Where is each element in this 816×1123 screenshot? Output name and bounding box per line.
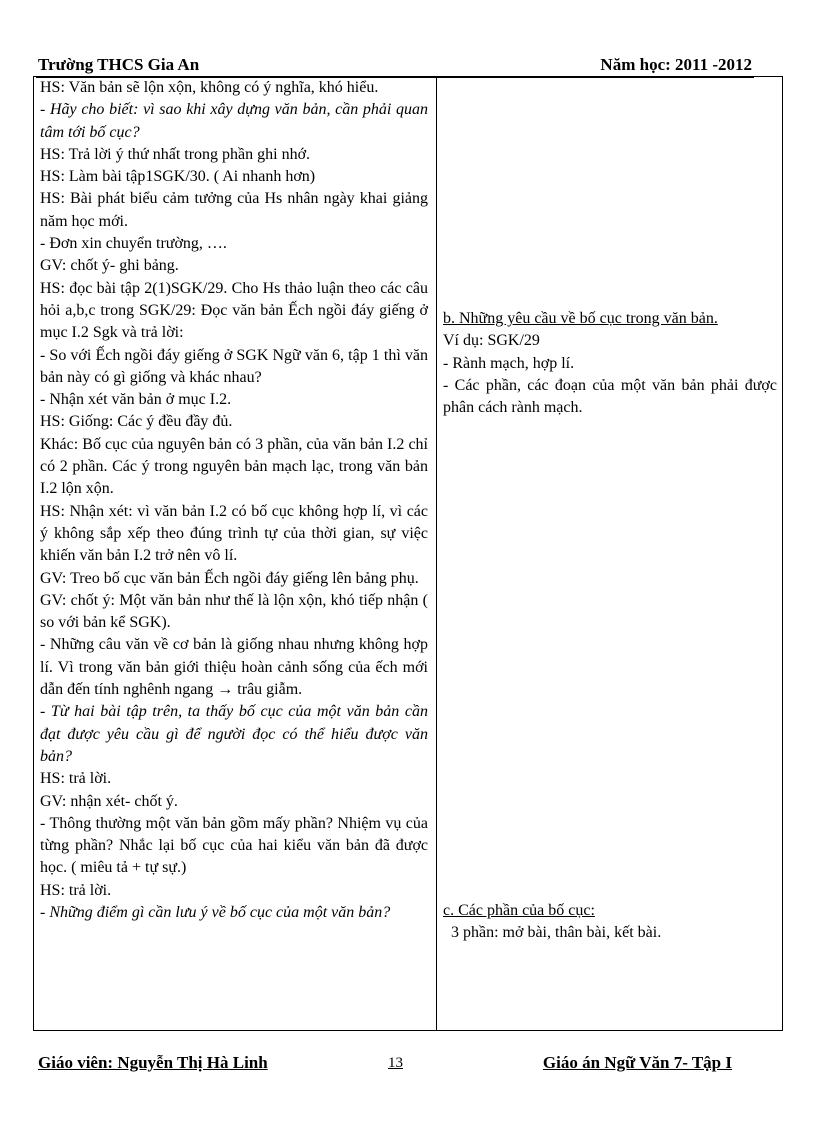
activity-line: - Thông thường một văn bản gồm mấy phần? Nhiệm vụ của từng phần? Nhắc lại bố cục của hai kiểu văn bản đã được học. ( miêu tả + tự sự.)	[40, 814, 428, 877]
section-b-title: b. Những yêu cầu về bố cục trong văn bản.	[443, 310, 718, 327]
lesson-table	[33, 76, 783, 1031]
section-b-line: Ví dụ: SGK/29	[443, 332, 540, 350]
activity-line: HS: trả lời.	[40, 770, 112, 788]
section-b	[443, 308, 777, 419]
activity-line: - Từ hai bài tập trên, ta thấy bố cục của một văn bản cần đạt được yêu cầu gì để người đọc có thể hiểu được văn bản?	[40, 703, 428, 765]
activity-line: HS: Làm bài tập1SGK/30. ( Ai nhanh hơn)	[40, 168, 316, 186]
activity-line: GV: nhận xét- chốt ý.	[40, 792, 178, 810]
activity-line: GV: Treo bố cục văn bản Ếch ngồi đáy giếng lên bảng phụ.	[40, 569, 419, 587]
activity-line: - Nhận xét văn bản ở mục I.2.	[40, 391, 232, 409]
page-footer	[36, 1052, 736, 1076]
activity-line: HS: Giống: Các ý đều đầy đủ.	[40, 413, 233, 431]
section-b-line: - Rành mạch, hợp lí.	[443, 354, 575, 372]
activity-line: HS: Bài phát biểu cảm tưởng của Hs nhân ngày khai giảng năm học mới.	[40, 190, 428, 230]
activity-line: - Hãy cho biết: vì sao khi xây dựng văn bản, cần phải quan tâm tới bố cục?	[40, 101, 428, 141]
activity-line: GV: chốt ý- ghi bảng.	[40, 257, 179, 275]
section-c-title: c. Các phần của bố cục:	[443, 902, 595, 919]
activity-line: HS: Văn bản sẽ lộn xộn, không có ý nghĩa, khó hiểu.	[40, 79, 379, 96]
school-year: Năm học: 2011 -2012	[600, 55, 752, 74]
section-c-line: 3 phần: mở bài, thân bài, kết bài.	[443, 924, 662, 942]
activity-line: Khác: Bố cục của nguyên bản có 3 phần, của văn bản I.2 chỉ có 2 phần. Các ý trong nguyên bản mạch lạc, trong văn bản I.2 lộn xộn.	[40, 435, 428, 498]
section-b-line: - Các phần, các đoạn của một văn bản phải được phân cách rành mạch.	[443, 376, 777, 417]
page-number: 13	[388, 1055, 403, 1071]
teacher-name: Giáo viên: Nguyễn Thị Hà Linh	[38, 1053, 268, 1072]
activity-line: HS: đọc bài tập 2(1)SGK/29. Cho Hs thảo luận theo các câu hỏi a,b,c trong SGK/29: Đọc văn bản Ếch ngồi đáy giếng ở mục I.2 Sgk và trả lời:	[40, 279, 428, 342]
activity-line: - So với Ếch ngồi đáy giếng ở SGK Ngữ văn 6, tập 1 thì văn bản này có gì giống và khác nhau?	[40, 346, 428, 386]
activity-line: HS: trả lời.	[40, 881, 112, 899]
activity-line: - Những câu văn về cơ bản là giống nhau nhưng không hợp lí. Vì trong văn bản giới thiệu hoàn cảnh sống của ếch mới dẫn đến tính nghênh ngang → trâu giẫm.	[40, 636, 428, 699]
column-divider	[436, 77, 437, 1030]
activity-line: GV: chốt ý: Một văn bản như thế là lộn xộn, khó tiếp nhận ( so với bản kể SGK).	[40, 591, 428, 632]
section-c	[443, 900, 777, 945]
activity-line: HS: Trả lời ý thứ nhất trong phần ghi nhớ.	[40, 145, 311, 163]
activity-line: HS: Nhận xét: vì văn bản I.2 có bố cục không hợp lí, vì các ý không sắp xếp theo đúng trình tự của thời gian, sự việc khiến văn bản I.2 trở nên vô lí.	[40, 502, 428, 565]
school-name: Trường THCS Gia An	[38, 55, 200, 74]
course-title: Giáo án Ngữ Văn 7- Tập I	[542, 1053, 732, 1072]
activity-line: - Đơn xin chuyển trường, ….	[40, 235, 227, 253]
teacher-student-activities	[40, 77, 428, 924]
activity-line: - Những điểm gì cần lưu ý về bố cục của một văn bản?	[40, 903, 391, 921]
page-header	[36, 55, 754, 78]
